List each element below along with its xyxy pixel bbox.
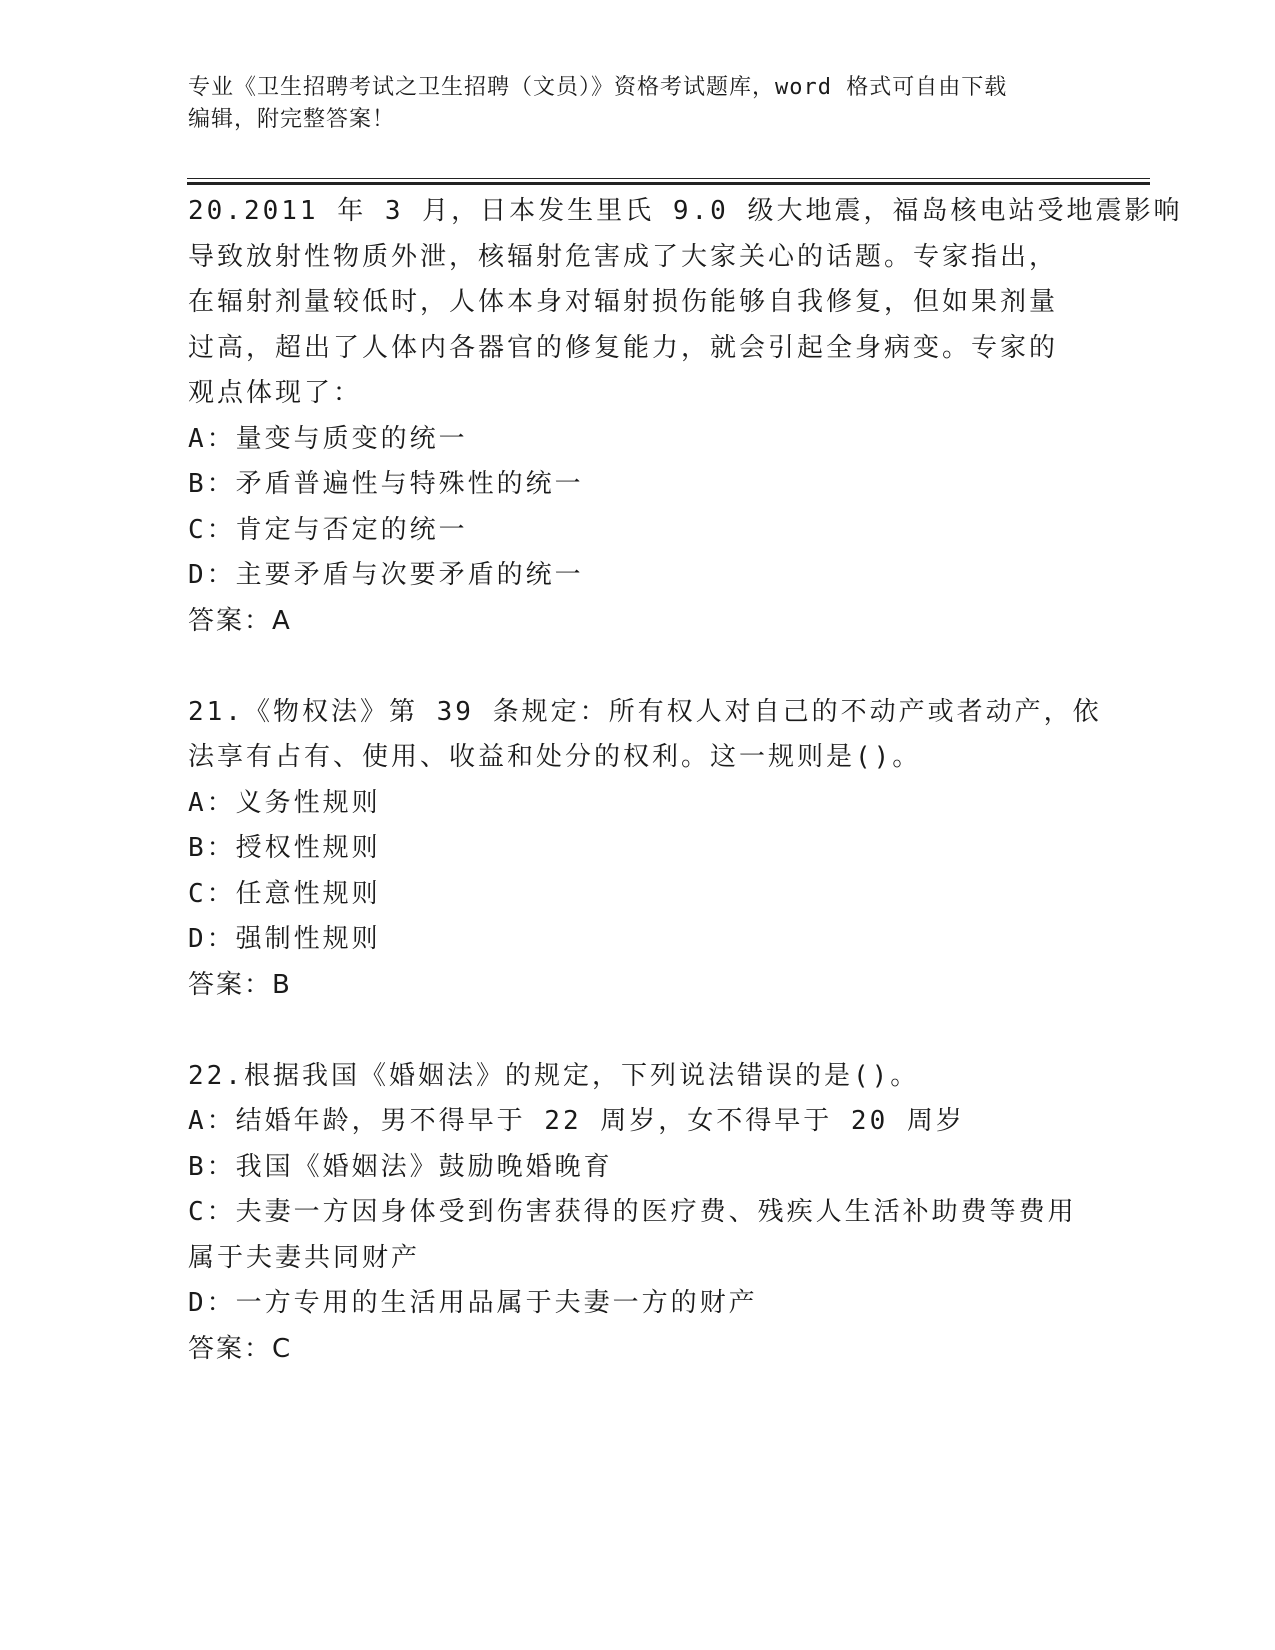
option-c-continued: 属于夫妻共同财产 — [188, 1242, 421, 1273]
option-b: B：授权性规则 — [188, 833, 381, 863]
question-stem-line: 22.根据我国《婚姻法》的规定，下列说法错误的是()。 — [188, 1060, 920, 1091]
document-header — [188, 72, 1088, 136]
option-b: B：我国《婚姻法》鼓励晚婚晚育 — [188, 1151, 613, 1182]
header-line: 专业《卫生招聘考试之卫生招聘（文员）》资格考试题库，word 格式可自由下载 — [188, 75, 1008, 100]
option-d: D：强制性规则 — [188, 924, 381, 954]
question-21 — [188, 690, 1102, 1009]
question-stem-line: 法享有占有、使用、收益和处分的权利。这一规则是()。 — [188, 742, 922, 772]
question-stem-line: 观点体现了： — [188, 378, 363, 408]
option-c: C：任意性规则 — [188, 878, 381, 909]
spacer — [188, 644, 1088, 690]
option-d: D：一方专用的生活用品属于夫妻一方的财产 — [188, 1288, 758, 1318]
answer-label: 答案：B — [188, 969, 292, 1000]
question-stem-line: 过高，超出了人体内各器官的修复能力，就会引起全身病变。专家的 — [188, 332, 1059, 363]
answer-label: 答案：C — [188, 1333, 293, 1364]
answer-label: 答案：A — [188, 605, 292, 636]
question-22 — [188, 1054, 1088, 1373]
option-c: C：肯定与否定的统一 — [188, 514, 468, 545]
question-stem-line: 在辐射剂量较低时，人体本身对辐射损伤能够自我修复，但如果剂量 — [188, 287, 1059, 317]
question-20 — [188, 189, 1183, 644]
option-a: A：量变与质变的统一 — [188, 423, 468, 454]
question-stem-line: 导致放射性物质外泄，核辐射危害成了大家关心的话题。专家指出， — [188, 241, 1059, 272]
option-a: A：结婚年龄，男不得早于 22 周岁，女不得早于 20 周岁 — [188, 1106, 965, 1136]
question-list — [188, 189, 1183, 1372]
question-stem-line: 20.2011 年 3 月，日本发生里氏 9.0 级大地震，福岛核电站受地震影响 — [188, 196, 1183, 226]
header-rule-thick — [187, 182, 1150, 185]
option-c: C：夫妻一方因身体受到伤害获得的医疗费、残疾人生活补助费等费用 — [188, 1197, 1077, 1227]
option-d: D：主要矛盾与次要矛盾的统一 — [188, 560, 584, 590]
header-line: 编辑，附完整答案！ — [188, 107, 396, 132]
spacer — [188, 1008, 1088, 1054]
header-rule-thin — [187, 178, 1150, 179]
option-a: A：义务性规则 — [188, 787, 381, 818]
option-b: B：矛盾普遍性与特殊性的统一 — [188, 469, 584, 499]
question-stem-line: 21.《物权法》第 39 条规定：所有权人对自己的不动产或者动产，依 — [188, 696, 1102, 727]
